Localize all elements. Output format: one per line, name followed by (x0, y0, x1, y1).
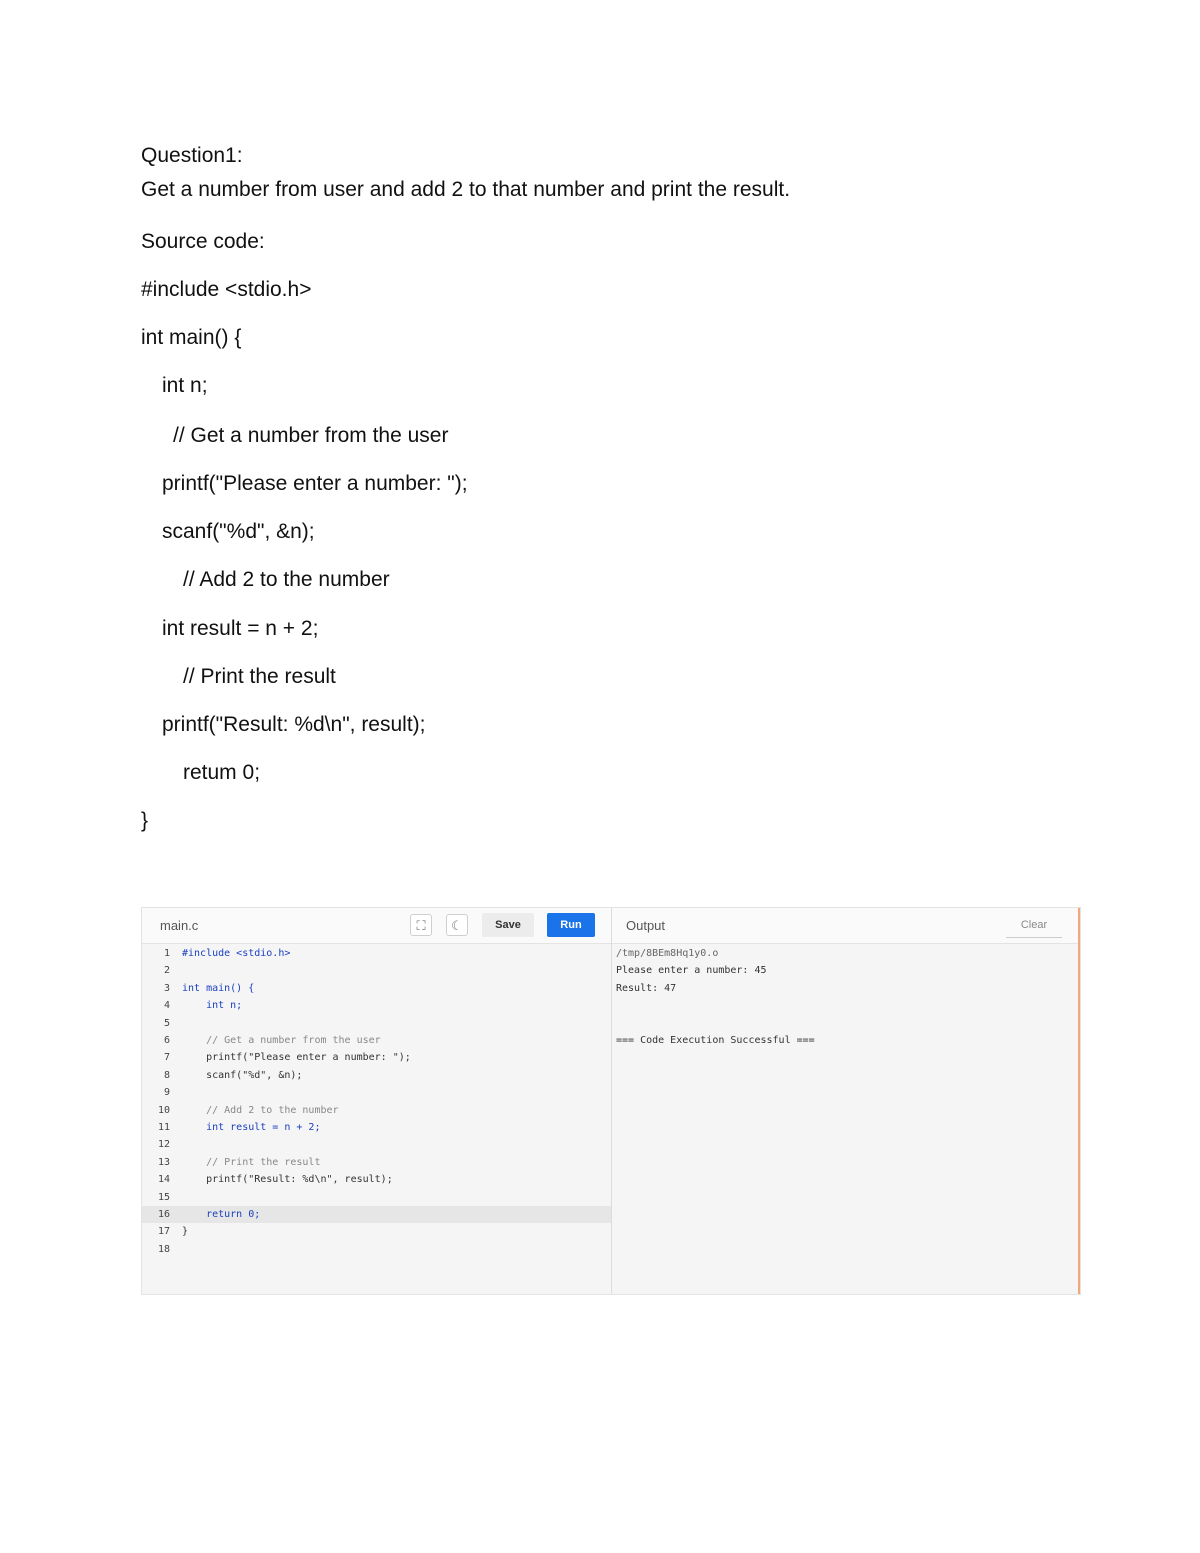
editor-pane (142, 908, 612, 1294)
code-line: printf("Result: %d\n", result); (162, 713, 426, 736)
code-line: } (141, 809, 149, 832)
code-text: // Print the result (182, 1156, 321, 1168)
compiler-screenshot (141, 907, 1081, 1295)
code-text: } (182, 1226, 189, 1238)
file-tab[interactable]: main.c (160, 918, 199, 933)
code-row[interactable] (142, 1067, 611, 1084)
line-number: 6 (163, 1035, 170, 1046)
code-row[interactable] (142, 1206, 611, 1223)
code-row[interactable] (142, 1136, 611, 1153)
code-text: // Get a number from the user (182, 1035, 381, 1046)
code-row[interactable] (142, 1223, 611, 1240)
line-number: 13 (157, 1156, 170, 1168)
line-number: 17 (157, 1226, 170, 1238)
code-comment: // Add 2 to the number (183, 568, 390, 591)
code-comment: // Get a number from the user (173, 424, 449, 447)
code-text: printf("Please enter a number: "); (182, 1052, 411, 1064)
line-number: 3 (163, 982, 170, 994)
code-line: int result = n + 2; (162, 617, 319, 640)
code-row[interactable] (142, 1049, 611, 1066)
code-line: scanf("%d", &n); (162, 520, 315, 543)
line-number: 5 (163, 1017, 170, 1029)
run-button[interactable]: Run (547, 913, 595, 937)
output-line: Please enter a number: 45 (616, 965, 767, 977)
code-line: #include <stdio.h> (141, 278, 312, 301)
editor-toolbar (142, 908, 611, 944)
code-row[interactable] (142, 1032, 611, 1049)
output-line: === Code Execution Successful === (616, 1035, 815, 1046)
clear-button[interactable]: Clear (1006, 913, 1062, 938)
code-text: // Add 2 to the number (182, 1104, 339, 1116)
line-number: 12 (157, 1139, 170, 1151)
output-toolbar (612, 908, 1078, 944)
line-number: 9 (163, 1087, 170, 1099)
code-text: scanf("%d", &n); (182, 1069, 303, 1081)
code-text: #include <stdio.h> (182, 948, 291, 959)
line-number: 4 (163, 1000, 170, 1012)
line-number: 2 (163, 965, 170, 977)
line-number: 7 (163, 1052, 170, 1064)
code-row[interactable] (142, 1241, 611, 1258)
code-text: printf("Result: %d\n", result); (182, 1174, 393, 1186)
code-line: printf("Please enter a number: "); (162, 472, 468, 495)
moon-icon[interactable]: ☾ (446, 914, 468, 936)
line-number: 11 (157, 1122, 170, 1133)
output-line: Result: 47 (616, 982, 677, 994)
code-row[interactable] (142, 1102, 611, 1119)
code-row[interactable] (142, 1119, 611, 1136)
line-number: 14 (157, 1174, 170, 1186)
code-row[interactable] (142, 1154, 611, 1171)
code-line: int main() { (141, 326, 242, 349)
line-number: 8 (163, 1069, 170, 1081)
source-code-label: Source code: (141, 230, 265, 253)
code-line: retum 0; (183, 761, 261, 784)
code-row[interactable] (142, 945, 611, 962)
code-row[interactable] (142, 1189, 611, 1206)
output-line: /tmp/8BEm8Hq1y0.o (616, 948, 719, 959)
code-text: int main() { (182, 982, 255, 994)
line-number: 10 (157, 1104, 170, 1116)
code-comment: // Print the result (183, 665, 336, 688)
code-text: int result = n + 2; (182, 1122, 321, 1133)
code-row[interactable] (142, 980, 611, 997)
question-title: Question1: (141, 144, 243, 167)
code-row[interactable] (142, 1015, 611, 1032)
output-pane (612, 908, 1080, 1294)
code-row[interactable] (142, 962, 611, 979)
code-text: return 0; (182, 1209, 261, 1220)
code-row[interactable] (142, 1084, 611, 1101)
code-line: int n; (162, 374, 208, 397)
line-number: 15 (157, 1191, 170, 1203)
output-title: Output (626, 918, 666, 933)
question-text: Get a number from user and add 2 to that number and print the result. (141, 178, 791, 201)
code-row[interactable] (142, 997, 611, 1014)
line-number: 16 (157, 1209, 170, 1220)
expand-icon[interactable]: ⛶ (410, 914, 432, 936)
save-button[interactable]: Save (482, 913, 534, 937)
code-row[interactable] (142, 1171, 611, 1188)
line-number: 18 (157, 1243, 170, 1255)
code-text: int n; (182, 1000, 243, 1012)
line-number: 1 (163, 948, 170, 959)
